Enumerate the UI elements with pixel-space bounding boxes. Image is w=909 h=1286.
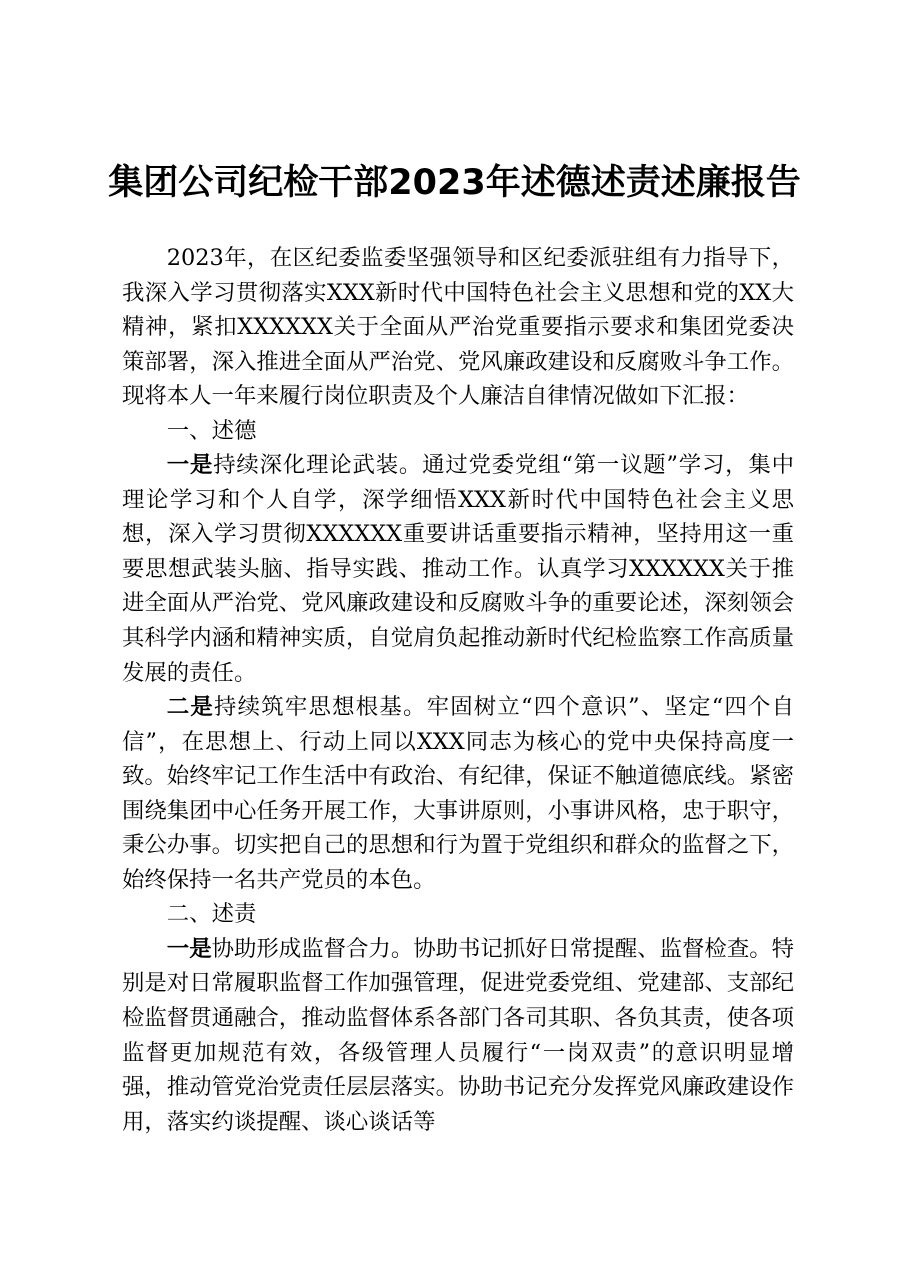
intro-paragraph: 2023年，在区纪委监委坚强领导和区纪委派驻组有力指导下，我深入学习贯彻落实XXX新时代中国特色社会主义思想和党的XX大精神，紧扣XXXXXX关于全面从严治党重要指示要求和集团党委决策部署，深入推进全面从严治党、党风廉政建设和反腐败斗争工作。现将本人一年来履行岗位职责及个人廉洁自律情况做如下汇报： — [122, 245, 794, 410]
section-heading-duty: 二、述责 — [166, 901, 257, 928]
document-title: 集团公司纪检干部2023年述德述责述廉报告 — [108, 163, 801, 203]
ethics-paragraph-1 — [122, 448, 794, 690]
duty-paragraph-1 — [122, 932, 794, 1139]
paragraph-lead: 一是 — [166, 935, 212, 962]
document-body — [122, 241, 794, 1139]
paragraph-text: 持续筑牢思想根基。牢固树立“四个意识”、坚定“四个自信”，在思想上、行动上同以XXX同志为核心的党中央保持高度一致。始终牢记工作生活中有政治、有纪律，保证不触道德底线。紧密围绕集团中心任务开展工作，大事讲原则，小事讲风格，忠于职守，秉公办事。切实把自己的思想和行为置于党组织和群众的监督之下，始终保持一名共产党员的本色。 — [122, 694, 794, 893]
paragraph-text: 协助形成监督合力。协助书记抓好日常提醒、监督检查。特别是对日常履职监督工作加强管理，促进党委党组、党建部、支部纪检监督贯通融合，推动监督体系各部门各司其职、各负其责，使各项监督更加规范有效，各级管理人员履行“一岗双责”的意识明显增强，推动管党治党责任层层落实。协助书记充分发挥党风廉政建设作用，落实约谈提醒、谈心谈话等 — [122, 935, 795, 1135]
paragraph-lead: 一是 — [166, 452, 214, 479]
paragraph-text: 持续深化理论武装。通过党委党组“第一议题”学习，集中理论学习和个人自学，深学细悟XXX新时代中国特色社会主义思想，深入学习贯彻XXXXXX重要讲话重要指示精神，坚持用这一重要思想武装头脑、指导实践、推动工作。认真学习XXXXXX关于推进全面从严治党、党风廉政建设和反腐败斗争的重要论述，深刻领会其科学内涵和精神实质，自觉肩负起推动新时代纪检监察工作高质量发展的责任。 — [122, 452, 794, 686]
paragraph-lead: 二是 — [166, 694, 215, 721]
ethics-paragraph-2 — [122, 690, 794, 897]
section-heading-ethics: 一、述德 — [166, 417, 257, 444]
